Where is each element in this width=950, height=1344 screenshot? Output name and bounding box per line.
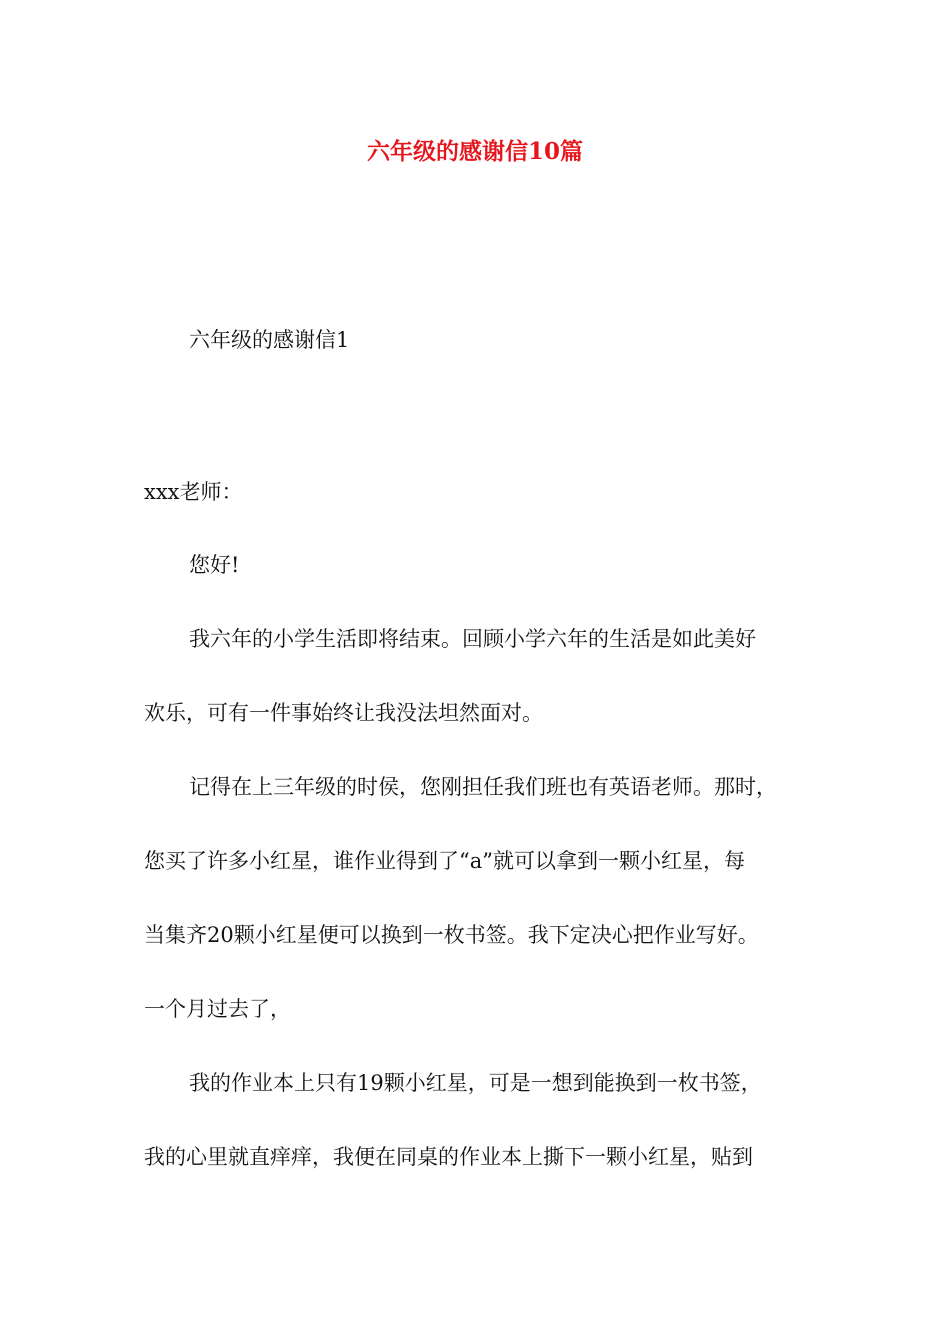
section-heading: 六年级的感谢信1 xyxy=(189,328,350,352)
paragraph-line: 我的心里就直痒痒，我便在同桌的作业本上撕下一颗小红星，贴到 xyxy=(144,1145,753,1169)
paragraph-line: 当集齐20颗小红星便可以换到一枚书签。我下定决心把作业写好。 xyxy=(144,923,759,947)
paragraph-line: 您买了许多小红星，谁作业得到了“a”就可以拿到一颗小红星，每 xyxy=(144,849,745,873)
paragraph-line: 欢乐，可有一件事始终让我没法坦然面对。 xyxy=(144,701,543,725)
greeting: 您好! xyxy=(189,553,240,577)
document-title: 六年级的感谢信10篇 xyxy=(366,138,583,165)
paragraph-line: 我的作业本上只有19颗小红星，可是一想到能换到一枚书签， xyxy=(189,1071,762,1095)
salutation: xxx老师： xyxy=(144,480,243,504)
paragraph-line: 我六年的小学生活即将结束。回顾小学六年的生活是如此美好 xyxy=(189,627,756,651)
paragraph-line: 一个月过去了， xyxy=(144,997,291,1021)
paragraph-line: 记得在上三年级的时侯，您刚担任我们班也有英语老师。那时， xyxy=(189,775,777,799)
